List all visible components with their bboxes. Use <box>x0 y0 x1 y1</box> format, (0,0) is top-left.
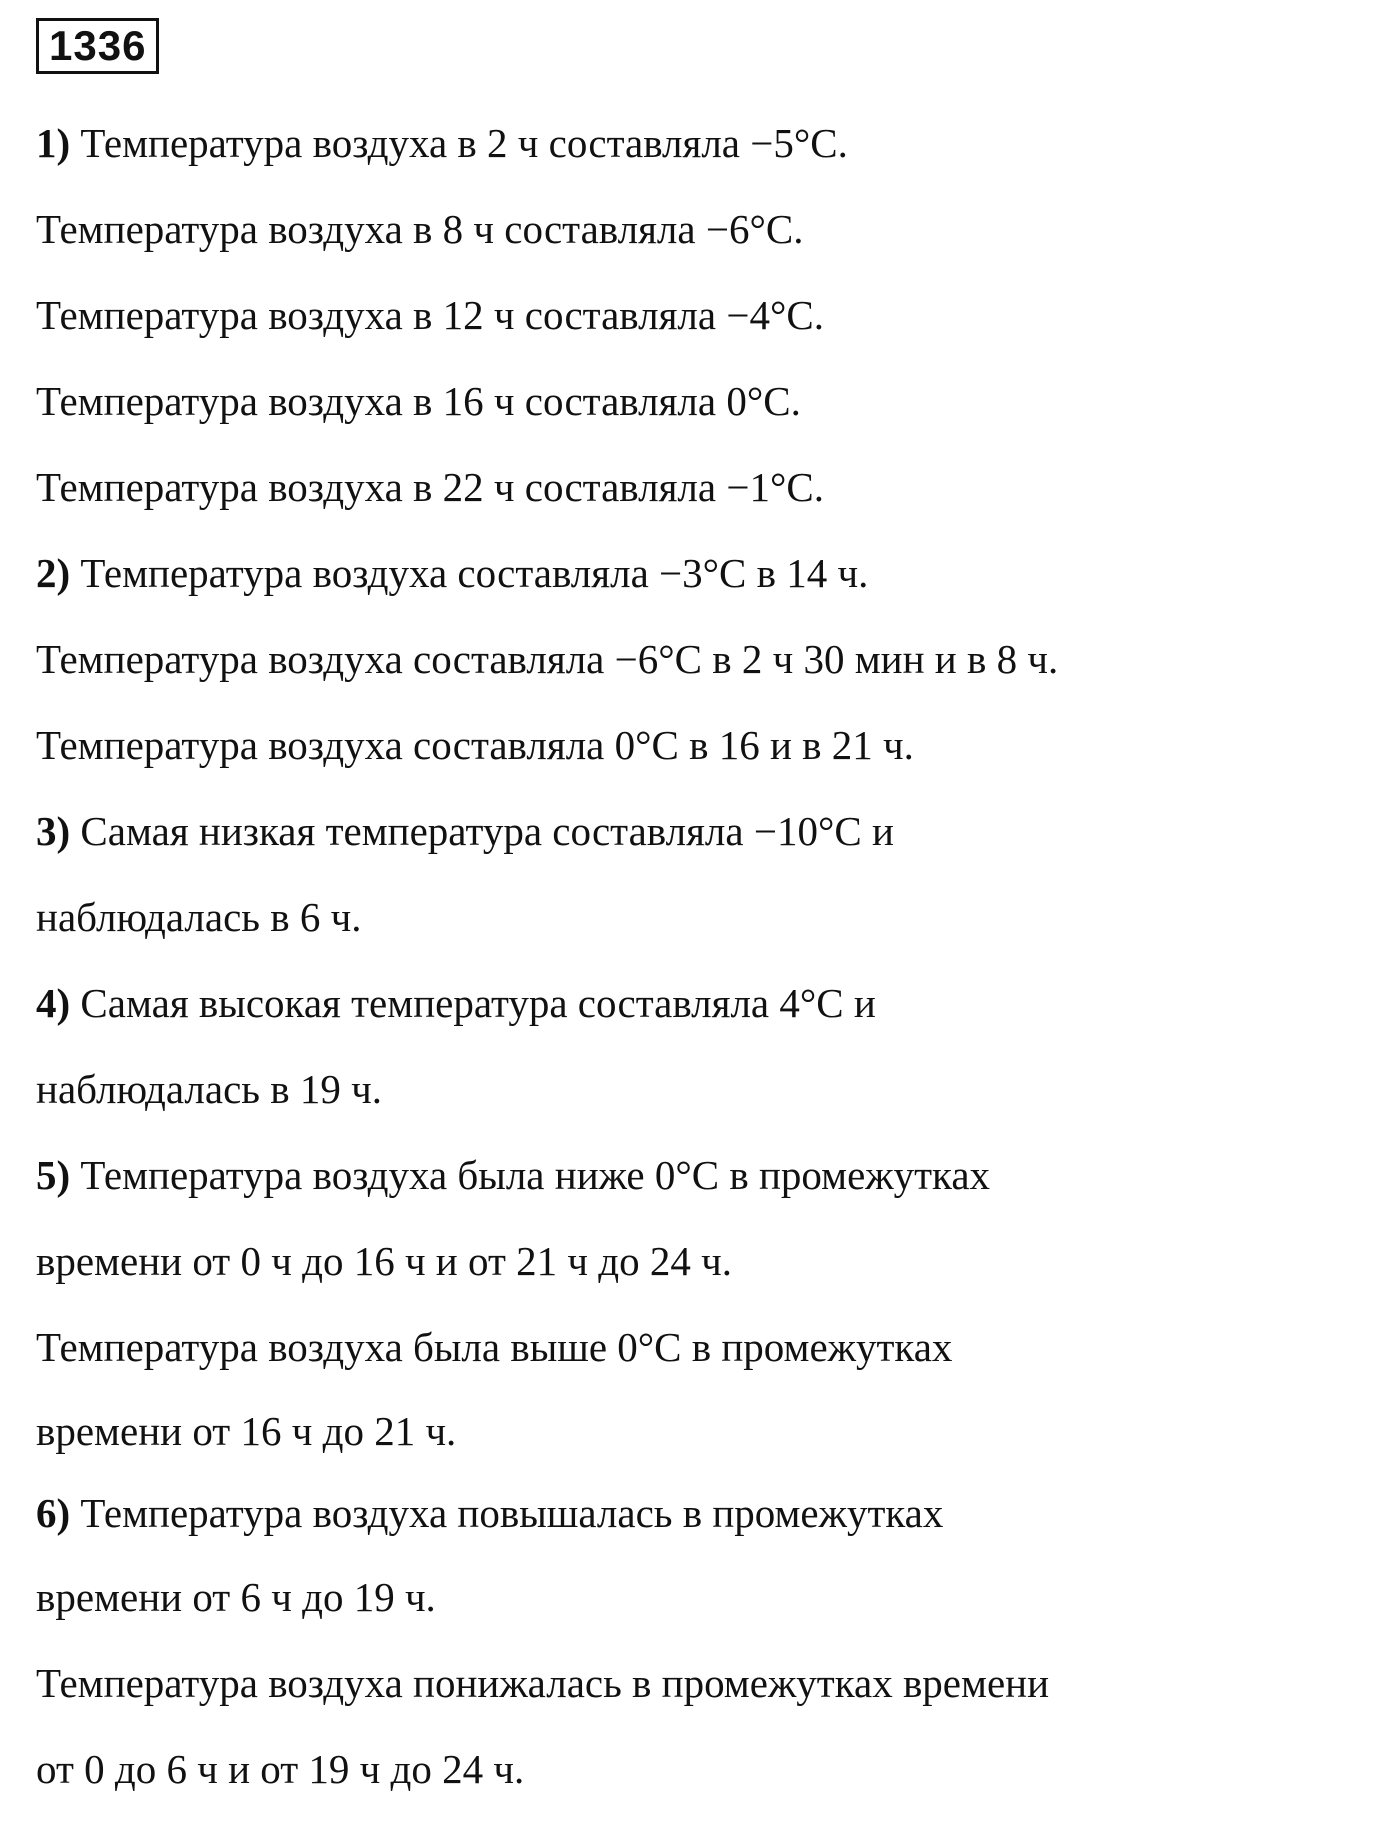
line-text: Температура воздуха в 16 ч составляла 0°С. <box>36 378 801 424</box>
solution-line <box>36 1132 1366 1218</box>
line-text: Температура воздуха повышалась в промежутках <box>70 1490 944 1536</box>
solution-page <box>36 18 1366 1812</box>
line-text: Самая низкая температура составляла −10°С и <box>70 808 894 854</box>
solution-line <box>36 100 1366 186</box>
line-text: от 0 до 6 ч и от 19 ч до 24 ч. <box>36 1746 525 1792</box>
solution-line <box>36 616 1366 702</box>
solution-line <box>36 1554 1366 1640</box>
line-text: Температура воздуха была ниже 0°С в промежутках <box>70 1152 991 1198</box>
line-text: наблюдалась в 6 ч. <box>36 894 362 940</box>
solution-line <box>36 272 1366 358</box>
solution-lines <box>36 100 1366 1812</box>
solution-line <box>36 530 1366 616</box>
solution-line <box>36 960 1366 1046</box>
solution-line <box>36 788 1366 874</box>
task-number-box: 1336 <box>36 18 159 74</box>
solution-line <box>36 444 1366 530</box>
line-text: Температура воздуха была выше 0°С в промежутках <box>36 1324 953 1370</box>
item-marker: 6) <box>36 1490 71 1536</box>
line-text: Температура воздуха составляла −6°С в 2 ч 30 мин и в 8 ч. <box>36 636 1059 682</box>
solution-line <box>36 1304 1366 1390</box>
line-text: Температура воздуха составляла −3°С в 14 ч. <box>70 550 869 596</box>
line-text: времени от 0 ч до 16 ч и от 21 ч до 24 ч. <box>36 1238 732 1284</box>
item-marker: 5) <box>36 1152 71 1198</box>
line-text: времени от 6 ч до 19 ч. <box>36 1574 436 1620</box>
item-marker: 3) <box>36 808 71 854</box>
solution-line <box>36 1640 1366 1726</box>
solution-line <box>36 1472 1366 1554</box>
item-marker: 4) <box>36 980 71 1026</box>
solution-line <box>36 1046 1366 1132</box>
solution-line <box>36 358 1366 444</box>
solution-line <box>36 186 1366 272</box>
line-text: Температура воздуха в 22 ч составляла −1°С. <box>36 464 824 510</box>
solution-line <box>36 1390 1366 1472</box>
solution-line <box>36 1726 1366 1812</box>
line-text: Самая высокая температура составляла 4°С и <box>70 980 876 1026</box>
item-marker: 1) <box>36 120 71 166</box>
solution-line <box>36 1218 1366 1304</box>
line-text: времени от 16 ч до 21 ч. <box>36 1408 457 1454</box>
line-text: Температура воздуха составляла 0°С в 16 и в 21 ч. <box>36 722 914 768</box>
line-text: Температура воздуха в 2 ч составляла −5°С. <box>70 120 848 166</box>
solution-line <box>36 702 1366 788</box>
line-text: Температура воздуха понижалась в промежутках времени <box>36 1660 1050 1706</box>
solution-line <box>36 874 1366 960</box>
line-text: наблюдалась в 19 ч. <box>36 1066 382 1112</box>
line-text: Температура воздуха в 12 ч составляла −4°С. <box>36 292 824 338</box>
line-text: Температура воздуха в 8 ч составляла −6°С. <box>36 206 804 252</box>
item-marker: 2) <box>36 550 71 596</box>
